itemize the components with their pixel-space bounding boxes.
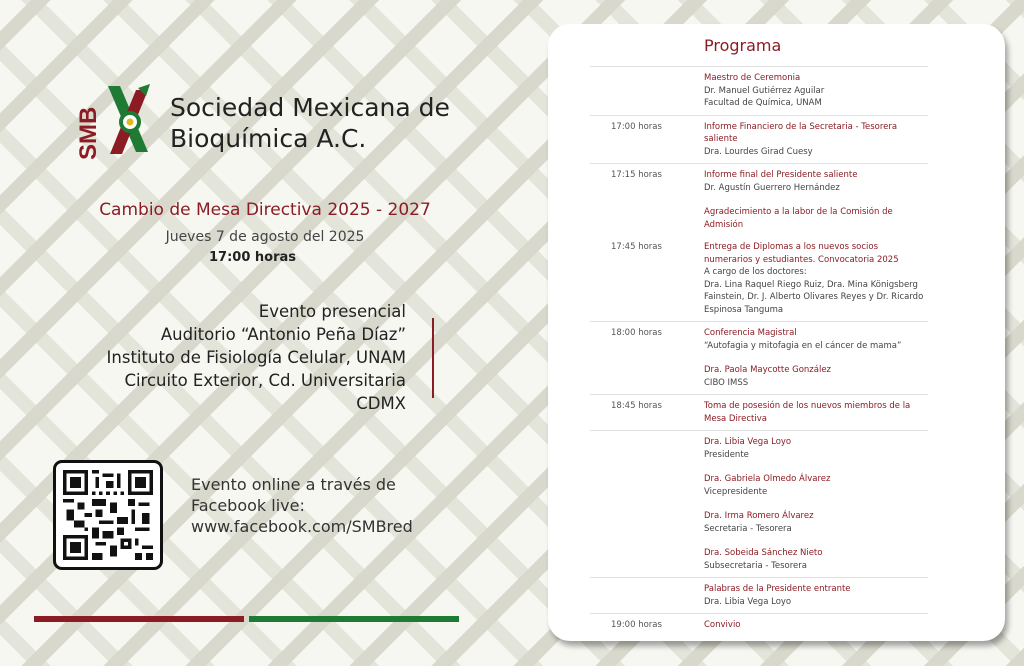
program-row — [590, 236, 928, 321]
program-panel — [548, 24, 1005, 641]
program-item-title: Maestro de Ceremonia — [704, 73, 801, 83]
program-item-title: Dra. Paola Maycotte González — [704, 365, 832, 375]
program-row — [590, 163, 928, 236]
program-row — [590, 613, 928, 637]
venue-line: Auditorio “Antonio Peña Díaz” — [160, 325, 406, 344]
program-content — [704, 327, 928, 389]
program-item-detail: Dra. Lina Raquel Riego Ruiz, Dra. Mina Königsberg Fainstein, Dr. J. Alberto Olivares Reyes y Dr. Ricardo Espinosa Tanguma — [704, 279, 924, 315]
venue-line: Evento presencial — [258, 302, 406, 321]
program-item-detail: Dr. Agustín Guerrero Hernández — [704, 182, 840, 193]
program-content — [704, 436, 928, 572]
spacer — [704, 498, 928, 510]
program-item-title: Dra. Irma Romero Álvarez — [704, 511, 814, 521]
venue-line: Instituto de Fisiología Celular, UNAM — [106, 348, 406, 367]
qr-code-pattern — [63, 470, 153, 560]
venue-divider — [432, 318, 434, 398]
program-item-detail: Vicepresidente — [704, 486, 768, 497]
program-item-detail: A cargo de los doctores: — [704, 267, 807, 277]
program-content — [704, 121, 928, 159]
qr-code[interactable] — [53, 460, 163, 570]
program-item-title: Dra. Sobeida Sánchez Nieto — [704, 548, 823, 558]
program-content — [704, 400, 928, 425]
program-item-detail: Dra. Lourdes Girad Cuesy — [704, 146, 813, 157]
program-time: 17:45 horas — [611, 242, 662, 252]
facebook-link[interactable]: www.facebook.com/SMBred — [191, 517, 413, 536]
footer-bar-red — [34, 616, 244, 622]
spacer — [704, 352, 928, 364]
program-item-detail: Presidente — [704, 449, 749, 460]
program-time: 18:00 horas — [611, 328, 662, 338]
program-time: 18:45 horas — [611, 401, 662, 411]
program-row — [590, 321, 928, 394]
program-list — [590, 66, 928, 637]
spacer — [704, 461, 928, 473]
venue-line: Circuito Exterior, Cd. Universitaria — [124, 371, 406, 390]
org-name — [170, 92, 490, 154]
program-item-title: Informe Financiero de la Secretaria - Tesorera saliente — [704, 121, 898, 144]
online-line: Facebook live: — [191, 496, 305, 515]
program-item-title: Entrega de Diplomas a los nuevos socios numerarios y estudiantes. Convocatoria 2025 — [704, 242, 899, 265]
footer-bar-green — [249, 616, 459, 622]
program-content — [704, 241, 928, 316]
program-item-title: Informe final del Presidente saliente — [704, 170, 858, 180]
org-name-line1: Sociedad Mexicana de — [170, 93, 450, 122]
smb-logo-text: SMB — [75, 106, 102, 160]
program-content — [704, 72, 928, 110]
program-time: 19:00 horas — [611, 620, 662, 630]
program-item-detail: “Autofagia y mitofagia en el cáncer de mama” — [704, 340, 902, 351]
program-item-title: Dra. Gabriela Olmedo Álvarez — [704, 474, 831, 484]
program-content — [704, 583, 928, 608]
org-name-line2: Bioquímica A.C. — [170, 124, 367, 153]
spacer — [704, 194, 928, 206]
program-row — [590, 394, 928, 430]
program-item-title: Toma de posesión de los nuevos miembros de la Mesa Directiva — [704, 401, 911, 424]
program-item-detail: Facultad de Química, UNAM — [704, 98, 822, 108]
event-date: Jueves 7 de agosto del 2025 — [165, 229, 365, 245]
program-item-detail: Dra. Libia Vega Loyo — [704, 596, 792, 607]
spacer — [704, 535, 928, 547]
program-time: 17:15 horas — [611, 170, 662, 180]
program-row — [590, 66, 928, 115]
event-time: 17:00 horas — [208, 250, 296, 265]
program-content — [704, 619, 928, 632]
program-item-detail: Dr. Manuel Gutiérrez Aguilar — [704, 85, 825, 96]
venue-line: CDMX — [356, 394, 406, 413]
program-title: Programa — [704, 36, 782, 55]
program-row — [590, 430, 928, 577]
online-info — [191, 474, 491, 537]
program-item-title: Dra. Libia Vega Loyo — [704, 437, 792, 447]
program-row — [590, 577, 928, 613]
program-item-detail: CIBO IMSS — [704, 377, 749, 388]
smb-logo — [75, 82, 154, 162]
online-line: Evento online a través de — [191, 475, 396, 494]
event-title: Cambio de Mesa Directiva 2025 - 2027 — [99, 200, 431, 220]
program-item-title: Agradecimiento a la labor de la Comisión de Admisión — [704, 207, 893, 230]
program-item-title: Convivio — [704, 620, 741, 630]
program-item-title: Palabras de la Presidente entrante — [704, 584, 851, 594]
program-item-detail: Subsecretaria - Tesorera — [704, 560, 807, 571]
program-row — [590, 115, 928, 164]
venue-block — [60, 300, 406, 415]
program-item-detail: Secretaria - Tesorera — [704, 523, 792, 534]
program-item-title: Conferencia Magistral — [704, 328, 797, 338]
program-content — [704, 169, 928, 231]
program-time: 17:00 horas — [611, 121, 662, 132]
